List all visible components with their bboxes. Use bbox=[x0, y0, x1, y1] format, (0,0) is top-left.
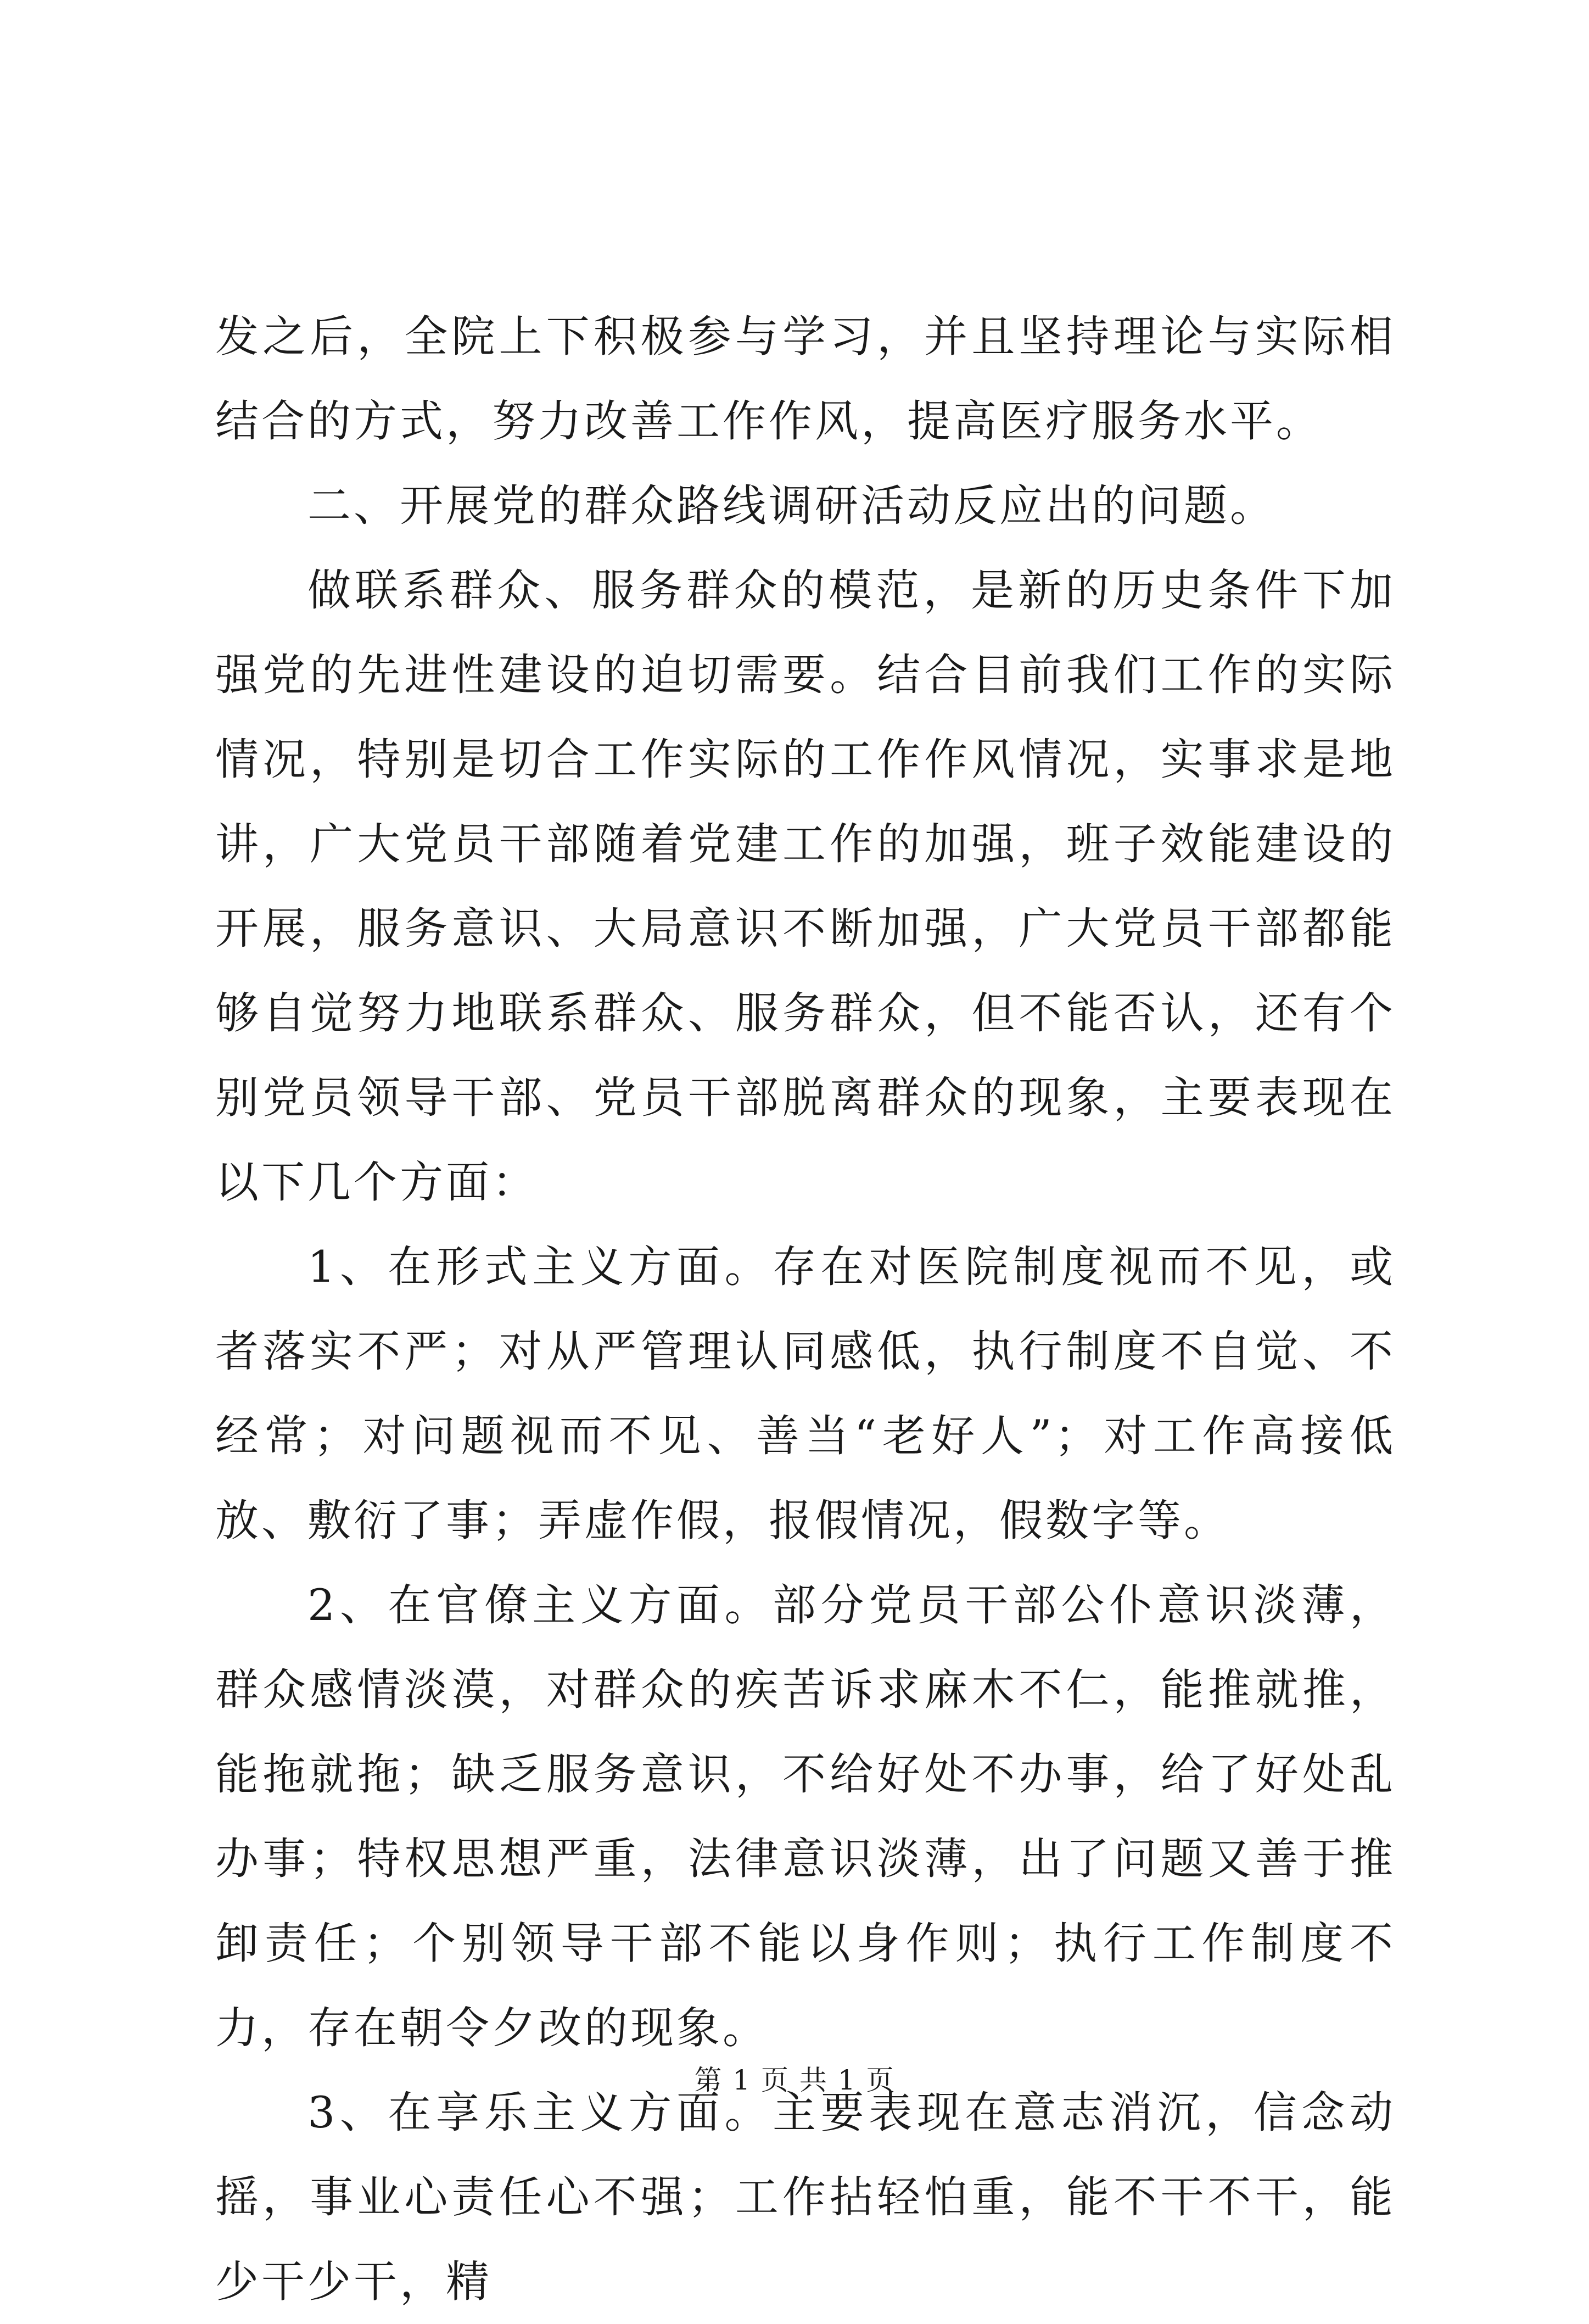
section-heading: 二、开展党的群众路线调研活动反应出的问题。 bbox=[307, 481, 1276, 531]
list-item-formalism: 1、在形式主义方面。存在对医院制度视而不见，或者落实不严；对从严管理认同感低，执行制度不自觉、不经常；对问题视而不见、善当“老好人”；对工作高接低放、敷衍了事；弄虚作假，报假情况，假数字等。 bbox=[215, 1242, 1396, 1546]
paragraph-continuation: 发之后，全院上下积极参与学习，并且坚持理论与实际相结合的方式，努力改善工作作风，提高医疗服务水平。 bbox=[215, 311, 1396, 446]
list-item-hedonism: 3、在享乐主义方面。主要表现在意志消沉，信念动摇，事业心责任心不强；工作拈轻怕重，能不干不干，能少干少干，精 bbox=[215, 2087, 1396, 2307]
list-item-bureaucratism: 2、在官僚主义方面。部分党员干部公仆意识淡薄，群众感情淡漠，对群众的疾苦诉求麻木不仁，能推就推，能拖就拖；缺乏服务意识，不给好处不办事，给了好处乱办事；特权思想严重，法律意识淡薄，出了问题又善于推卸责任；个别领导干部不能以身作则；执行工作制度不力，存在朝令夕改的现象。 bbox=[215, 1580, 1396, 2053]
paragraph-intro: 做联系群众、服务群众的模范，是新的历史条件下加强党的先进性建设的迫切需要。结合目前我们工作的实际情况，特别是切合工作实际的工作作风情况，实事求是地讲，广大党员干部随着党建工作的加强，班子效能建设的开展，服务意识、大局意识不断加强，广大党员干部都能够自觉努力地联系群众、服务群众，但不能否认，还有个别党员领导干部、党员干部脱离群众的现象，主要表现在以下几个方面： bbox=[215, 565, 1396, 1208]
document-body bbox=[215, 294, 1396, 2324]
page-footer: 第 1 页 共 1 页 bbox=[694, 2064, 895, 2096]
